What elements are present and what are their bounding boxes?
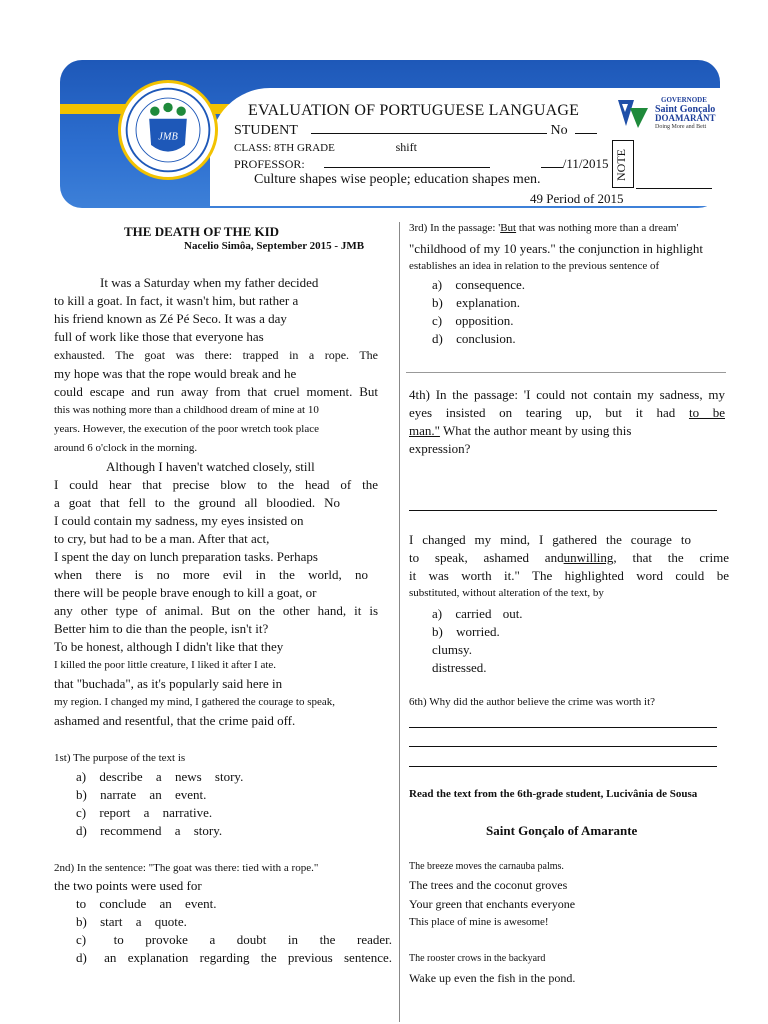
period: 49 Period of 2015 (530, 191, 624, 206)
option-text: worried. (456, 624, 500, 639)
story-line: a goat that fell to the ground all bloodied. No (54, 495, 340, 510)
story-line: to kill a goat. In fact, it wasn't him, but rather a (54, 293, 299, 308)
poem-intro: Read the text from the 6th-grade student, Lucivânia de Sousa (409, 788, 698, 800)
option-text: recommend a story. (100, 823, 223, 838)
q5-option-a[interactable] (432, 605, 523, 623)
option-letter: d) (76, 823, 87, 838)
q4-highlight-2: man." (409, 423, 440, 438)
q1-prompt: 1st) The purpose of the text is (54, 752, 186, 764)
story-body (54, 274, 378, 730)
option-letter: c) (432, 313, 443, 328)
story-line: Better him to die than the people, isn't it? (54, 621, 269, 636)
story-line: It was a Saturday when my father decided (100, 275, 319, 290)
story-line: ashamed and resentful, that the crime paid off. (54, 713, 296, 728)
q4-line-3-post: What the author meant by using this (442, 423, 632, 438)
q2-prompt-2: the two points were used for (54, 878, 202, 893)
gov-line-4: Doing More and Bett (655, 124, 707, 130)
q6-answer-line-1[interactable] (409, 727, 717, 728)
page-title: EVALUATION OF PORTUGUESE LANGUAGE (248, 102, 580, 119)
q5-line-2-pre: to speak, ashamed and (409, 550, 564, 565)
school-seal-icon (118, 80, 218, 180)
story-line: that "buchada", as it's popularly said here in (54, 676, 283, 691)
q5-line-2-post: , that the crime (613, 550, 729, 565)
option-text: carried out. (455, 606, 523, 621)
q2-option-d[interactable] (76, 949, 392, 967)
motto: Culture shapes wise people; education shapes men. (254, 172, 541, 187)
option-text: describe a news story. (99, 769, 244, 784)
q3-option-d[interactable] (432, 330, 525, 348)
option-text: start a quote. (100, 914, 187, 929)
gov-line-2: Saint Gonçalo (655, 104, 716, 115)
government-logo-icon (616, 96, 650, 130)
q4-line-4: expression? (409, 441, 471, 456)
option-text: narrate an event. (100, 787, 207, 802)
q3-highlight: But (500, 222, 517, 234)
story-line: I could hear that precise blow to the head of the (54, 477, 378, 492)
class-row (234, 140, 417, 155)
q5-options (432, 605, 523, 677)
q4-block (409, 386, 725, 458)
option-letter: c) (76, 805, 87, 820)
q4-line-3 (409, 422, 725, 440)
note-label: NOTE (614, 149, 628, 181)
q1-option-b[interactable] (76, 786, 376, 804)
class-label: CLASS: 8TH GRADE (234, 142, 335, 154)
q6-answer-line-2[interactable] (409, 746, 717, 747)
option-letter: d) (432, 331, 443, 346)
note-box[interactable] (612, 140, 634, 188)
student-label: STUDENT (234, 123, 298, 138)
story-line: years. However, the execution of the poor wretch took place (54, 423, 319, 435)
poem-line: The rooster crows in the backyard (409, 953, 546, 964)
option-text: report a narrative. (99, 805, 213, 820)
number-field[interactable] (575, 122, 597, 134)
q4-line-2-pre: eyes insisted on tearing up, but it had (409, 405, 676, 420)
student-name-field[interactable] (311, 122, 547, 134)
option-text: an explanation regarding the previous sentence. (104, 950, 392, 965)
story-line: I spent the day on lunch preparation tasks. Perhaps (54, 549, 318, 564)
q6-answer-line-3[interactable] (409, 766, 717, 767)
story-line: any other type of animal. But on the other hand, it is (54, 603, 378, 618)
q1-options (76, 768, 376, 840)
q3-line-2: "childhood of my 10 years." the conjunction in highlight (409, 241, 704, 256)
poem-line: This place of mine is awesome! (409, 916, 549, 928)
story-line: around 6 o'clock in the morning. (54, 442, 198, 454)
story-line: full of work like those that everyone has (54, 329, 264, 344)
q2-options (76, 895, 392, 967)
q5-option-d[interactable]: distressed. (432, 660, 487, 675)
poem-line: Wake up even the fish in the pond. (409, 971, 576, 985)
note-line (636, 188, 712, 189)
q1-option-d[interactable] (76, 822, 376, 840)
q4-answer-line[interactable] (409, 510, 717, 511)
poem-line: The breeze moves the carnauba palms. (409, 861, 564, 872)
q3-prompt-post: that was nothing more than a dream' (516, 222, 679, 234)
story-line: my hope was that the rope would break and he (54, 366, 297, 381)
q3-options (432, 276, 525, 348)
professor-field[interactable] (324, 156, 490, 168)
option-letter: d) (76, 950, 87, 965)
option-text: conclusion. (456, 331, 516, 346)
story-line: this was nothing more than a childhood dream of mine at 10 (54, 404, 319, 416)
q2-option-a[interactable]: to conclude an event. (76, 896, 217, 911)
option-text: consequence. (455, 277, 526, 292)
student-row (234, 122, 597, 139)
option-letter: b) (432, 295, 443, 310)
q5-line-2 (409, 549, 729, 567)
option-text: to provoke a doubt in the reader. (113, 932, 392, 947)
section-divider (406, 372, 726, 373)
q3-line-3: establishes an idea in relation to the previous sentence of (409, 260, 660, 272)
story-line: to cry, but had to be a man. After that act, (54, 531, 270, 546)
q4-line-1: 4th) In the passage: 'I could not contain my sadness, my (409, 387, 725, 402)
q3-prompt-pre: 3rd) In the passage: ' (409, 222, 501, 234)
seal-text: JMB (158, 131, 178, 143)
option-letter: a) (432, 606, 443, 621)
q4-line-2 (409, 404, 725, 422)
q5-highlight: unwilling (563, 550, 614, 565)
q1-option-a[interactable] (76, 768, 376, 786)
q5-option-c[interactable]: clumsy. (432, 642, 472, 657)
option-letter: b) (76, 787, 87, 802)
story-line: Although I haven't watched closely, still (106, 459, 315, 474)
date-text: /11/2015 (562, 156, 609, 171)
option-text: explanation. (456, 295, 520, 310)
q4-highlight-1: to be (688, 405, 725, 420)
option-letter: b) (432, 624, 443, 639)
story-line: his friend known as Zé Pé Seco. It was a day (54, 311, 287, 326)
gov-line-3: DOAMARANT (655, 113, 716, 123)
poem-stanza-1 (409, 858, 575, 931)
number-label: No (550, 123, 568, 138)
poem-line: The trees and the coconut groves (409, 878, 568, 892)
q5-option-b[interactable] (432, 623, 523, 641)
q6-prompt: 6th) Why did the author believe the crime was worth it? (409, 696, 656, 708)
story-line: could escape and run away from that cruel moment. But (54, 384, 378, 399)
q3-option-b[interactable] (432, 294, 525, 312)
government-text (655, 96, 755, 132)
q5-line-3: it was worth it." The highlighted word could be (409, 568, 729, 583)
q1-option-c[interactable] (76, 804, 376, 822)
story-byline: Nacelio Simôa, September 2015 - JMB (184, 240, 365, 252)
poem-stanza-2 (409, 950, 575, 988)
story-line: I could contain my sadness, my eyes insisted on (54, 513, 304, 528)
professor-label: PROFESSOR: (234, 157, 305, 171)
poem-title: Saint Gonçalo of Amarante (486, 823, 638, 838)
q5-block (409, 531, 729, 602)
q3-option-a[interactable] (432, 276, 525, 294)
q3-prompt (409, 220, 678, 237)
q2-option-b[interactable] (76, 913, 392, 931)
story-title: THE DEATH OF THE KID (124, 224, 280, 239)
gov-line-1: GOVERNODE (661, 96, 707, 104)
option-text: opposition. (455, 313, 514, 328)
q3-option-c[interactable] (432, 312, 525, 330)
story-line: exhausted. The goat was there: trapped in a rope. The (54, 348, 378, 362)
option-letter: a) (432, 277, 443, 292)
option-letter: c) (76, 932, 87, 947)
professor-row (234, 156, 608, 172)
story-line: To be honest, although I didn't like that they (54, 639, 284, 654)
option-letter: b) (76, 914, 87, 929)
story-line: there will be people brave enough to kill a goat, or (54, 585, 317, 600)
day-field[interactable] (541, 156, 563, 168)
q2-option-c[interactable] (76, 931, 392, 949)
story-line: my region. I changed my mind, I gathered the courage to speak, (54, 696, 336, 708)
shift-label: shift (395, 140, 417, 154)
poem-line: Your green that enchants everyone (409, 897, 576, 911)
story-line: I killed the poor little creature, I liked it after I ate. (54, 659, 277, 671)
option-letter: a) (76, 769, 87, 784)
column-divider (399, 222, 400, 1022)
q5-line-4: substituted, without alteration of the text, by (409, 587, 604, 599)
story-line: when there is no more evil in the world, no (54, 567, 368, 582)
q5-line-1: I changed my mind, I gathered the courage to (409, 532, 691, 547)
q2-prompt: 2nd) In the sentence: "The goat was there: tied with a rope." (54, 862, 319, 874)
